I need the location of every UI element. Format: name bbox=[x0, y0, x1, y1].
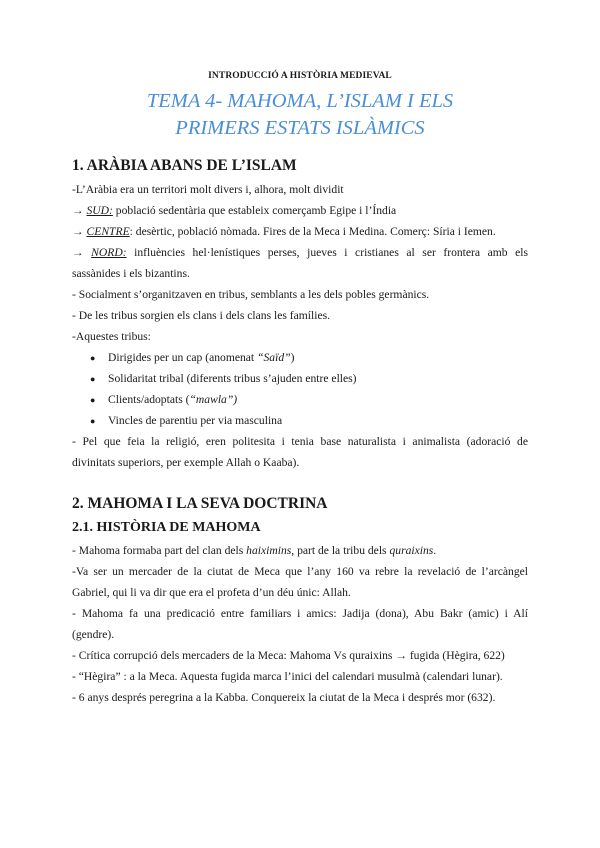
bullet-icon: ● bbox=[90, 374, 96, 384]
subsection-heading: 2.1. HISTÒRIA DE MAHOMA bbox=[72, 520, 261, 535]
centre-label: CENTRE bbox=[86, 225, 130, 238]
arrow-icon: → bbox=[72, 225, 84, 238]
nord-line bbox=[72, 242, 528, 263]
centre-line bbox=[72, 221, 528, 242]
paragraph: -L’Aràbia era un territori molt divers i, alhora, molt dividit bbox=[72, 183, 344, 196]
paragraph-continued: Gabriel, qui li va dir que era el profeta d’un déu únic: Allah. bbox=[72, 586, 351, 599]
list-item: ● Vincles de parentiu per via masculina bbox=[90, 410, 282, 432]
sud-text: població sedentària que estableix comerçamb Egipe i l’Índia bbox=[112, 204, 397, 217]
sud-line bbox=[72, 200, 528, 221]
section-2-heading: 2. MAHOMA I LA SEVA DOCTRINA bbox=[72, 495, 328, 512]
arrow-icon: → bbox=[72, 246, 84, 259]
nord-text: influències hel·lenístiques perses, jueves i cristianes al ser frontera amb els bbox=[126, 246, 528, 259]
paragraph-continued: (gendre). bbox=[72, 628, 115, 641]
nord-label: NORD: bbox=[91, 246, 127, 259]
paragraph: - Pel que feia la religió, eren politesita i tenia base naturalista i animalista (adoració de bbox=[72, 435, 528, 448]
centre-text: : desèrtic, població nòmada. Fires de la Meca i Medina. Comerç: Síria i Iemen. bbox=[129, 225, 496, 238]
paragraph: -Va ser un mercader de la ciutat de Meca que l’any 160 va rebre la revelació de l’arcàngel bbox=[72, 565, 528, 578]
list-item: ● Solidaritat tribal (diferents tribus s’ajuden entre elles) bbox=[90, 368, 357, 390]
paragraph: - Mahoma formaba part del clan dels haiximins, part de la tribu dels quraixins. bbox=[72, 544, 437, 557]
paragraph: - Mahoma fa una predicació entre familiars i amics: Jadija (dona), Abu Bakr (amic) i Alí bbox=[72, 607, 528, 620]
section-1-heading: 1. ARÀBIA ABANS DE L’ISLAM bbox=[72, 157, 297, 174]
paragraph: - 6 anys després peregrina a la Kabba. Conquereix la ciutat de la Meca i després mor (632). bbox=[72, 691, 496, 704]
page-title-line-2: PRIMERS ESTATS ISLÀMICS bbox=[175, 117, 425, 139]
page-title-line-1: TEMA 4- MAHOMA, L’ISLAM I ELS bbox=[146, 90, 454, 112]
paragraph: - “Hègira” : a la Meca. Aquesta fugida marca l’inici del calendari musulmà (calendari lunar). bbox=[72, 670, 503, 683]
paragraph: -Aquestes tribus: bbox=[72, 330, 151, 343]
list-item: ● Dirigides per un cap (anomenat “Saïd”) bbox=[90, 347, 294, 369]
bullet-icon: ● bbox=[90, 395, 96, 405]
paragraph: - Crítica corrupció dels mercaders de la Meca: Mahoma Vs quraixins → fugida (Hègira, 622) bbox=[72, 649, 505, 662]
course-title: INTRODUCCIÓ A HISTÒRIA MEDIEVAL bbox=[208, 71, 392, 81]
arrow-icon: → bbox=[72, 204, 84, 217]
nord-line-continued: sassànides i els bizantins. bbox=[72, 267, 190, 280]
paragraph: - De les tribus sorgien els clans i dels clans les famílies. bbox=[72, 309, 331, 322]
paragraph-continued: divinitats superiors, per exemple Allah o Kaaba). bbox=[72, 456, 300, 469]
bullet-icon: ● bbox=[90, 353, 96, 363]
bullet-icon: ● bbox=[90, 416, 96, 426]
sud-label: SUD: bbox=[86, 204, 113, 217]
paragraph: - Socialment s’organitzaven en tribus, semblants a les dels pobles germànics. bbox=[72, 288, 430, 301]
list-item: ● Clients/adoptats (“mawla”) bbox=[90, 389, 237, 411]
